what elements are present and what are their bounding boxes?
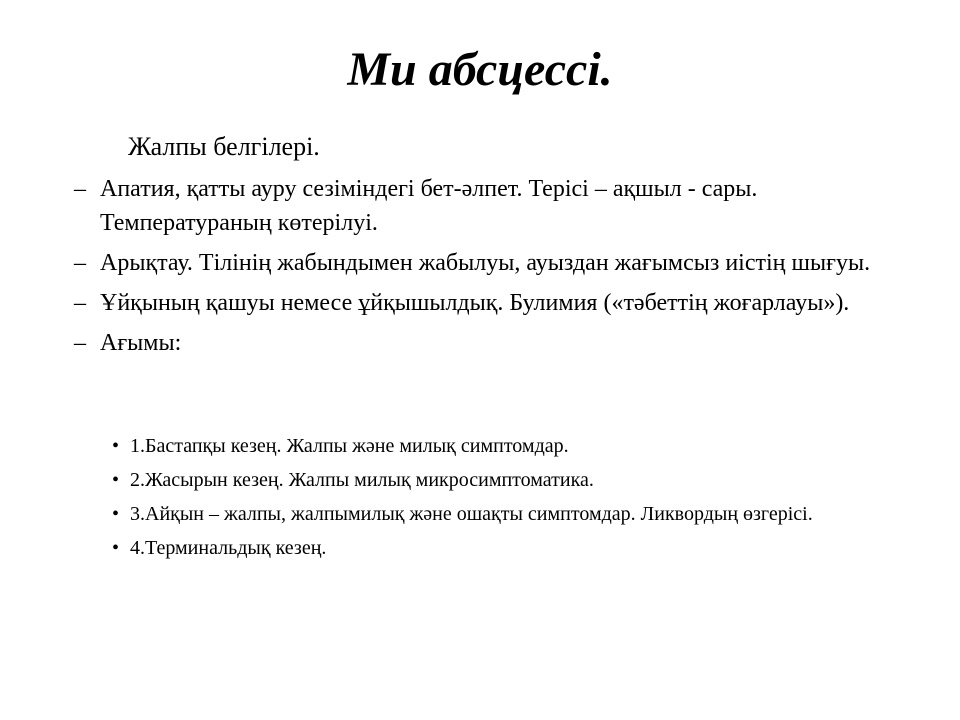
list-item-text: 4.Терминальдық кезең.: [130, 537, 327, 559]
list-item-text: 3.Айқын – жалпы, жалпымилық және ошақты симптомдар. Ликвордың өзгерісі.: [130, 503, 813, 525]
list-item: [0, 286, 880, 320]
list-item: [0, 432, 880, 460]
stage-list: [0, 432, 960, 568]
list-item: [0, 466, 880, 494]
bullet-marker: •: [112, 435, 120, 457]
list-item-text: Апатия, қатты ауру сезіміндегі бет-әлпет. Терісі – ақшыл - сары. Температураның көтерілуі.: [100, 176, 758, 236]
bullet-marker: •: [112, 469, 120, 491]
list-item: [0, 326, 880, 360]
list-item-text: Ұйқының қашуы немесе ұйқышылдық. Булимия («тәбеттің жоғарлауы»).: [100, 290, 850, 316]
dash-marker: –: [74, 250, 86, 276]
symptom-list: [0, 172, 960, 366]
list-item: [0, 172, 880, 240]
dash-marker: –: [74, 290, 86, 316]
list-item: [0, 500, 880, 528]
list-item-text: Ағымы:: [100, 330, 182, 356]
slide-title: Ми абсцессі.: [347, 43, 613, 96]
list-item-text: 2.Жасырын кезең. Жалпы милық микросимптоматика.: [130, 469, 594, 491]
dash-marker: –: [74, 176, 86, 202]
list-item: [0, 534, 880, 562]
list-item-text: Арықтау. Тілінің жабындымен жабылуы, ауыздан жағымсыз иістің шығуы.: [100, 250, 871, 276]
intro-text: Жалпы белгілері.: [128, 132, 320, 161]
bullet-marker: •: [112, 537, 120, 559]
list-item: [0, 246, 880, 280]
bullet-marker: •: [112, 503, 120, 525]
dash-marker: –: [74, 330, 86, 356]
list-item-text: 1.Бастапқы кезең. Жалпы және милық симптомдар.: [130, 435, 569, 457]
